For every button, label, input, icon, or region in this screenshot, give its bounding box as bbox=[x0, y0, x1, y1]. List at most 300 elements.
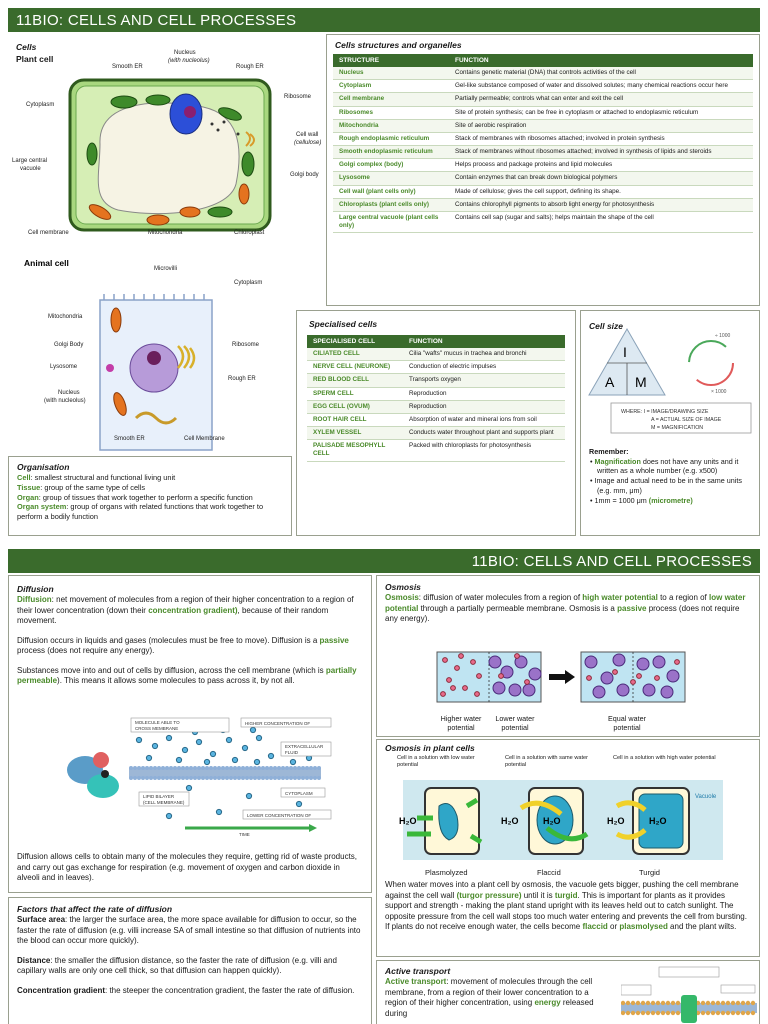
organisation-list bbox=[9, 473, 291, 522]
lipid-head bbox=[165, 766, 169, 770]
specialised-cell-name: EGG CELL (OVUM) bbox=[307, 400, 403, 413]
lipid-head bbox=[297, 766, 301, 770]
lipid-head bbox=[165, 776, 169, 780]
label-a-mito: Mitochondria bbox=[48, 314, 83, 320]
page-banner-bottom bbox=[8, 549, 760, 573]
lipid-head bbox=[177, 766, 181, 770]
diffusion-para-4: Diffusion allows cells to obtain many of the molecules they require, getting rid of waste products, and carry out gas exchange for respiration (e.g. movement of oxygen and carbon dioxide in alveoli and in leaves). bbox=[17, 852, 358, 883]
lipid-head bbox=[213, 766, 217, 770]
lipid-head bbox=[305, 776, 309, 780]
lipid-head bbox=[736, 1011, 740, 1015]
specialised-row bbox=[307, 348, 565, 361]
lipid-head bbox=[137, 766, 141, 770]
lipid-head bbox=[293, 766, 297, 770]
lipid-head bbox=[145, 776, 149, 780]
molecule bbox=[186, 785, 191, 790]
organelle-name: Smooth endoplasmic reticulum bbox=[333, 146, 449, 159]
molecule bbox=[256, 735, 261, 740]
molecule bbox=[242, 745, 247, 750]
lipid-head bbox=[676, 1001, 680, 1005]
state-turgid: Turgid bbox=[639, 868, 660, 877]
water-molecule bbox=[455, 666, 460, 671]
label-microvilli: Microvilli bbox=[154, 266, 177, 272]
col-high-wp: Cell in a solution with high water potential bbox=[613, 755, 716, 761]
lipid-head bbox=[257, 776, 261, 780]
osmosis-plant-text: When water moves into a plant cell by osmosis, the vacuole gets bigger, pushing the cell membrane against the cell wall (turgor pressure) until it is turgid. This is important for plants as it provides support and strength - making the plant stand upright with its leaves held out to catch sunlight. The opposite pressure from the cell wall stops too much water entering and prevents the cell from bursting. If plants do not receive enough water, the cells become flaccid or plasmolysed and the plant wilts. bbox=[385, 880, 747, 932]
lipid-head bbox=[169, 776, 173, 780]
organelle-name: Cell wall (plant cells only) bbox=[333, 185, 449, 198]
col-same-wp: Cell in a solution with same water potential bbox=[505, 755, 589, 768]
organelle-function: Stack of membranes without ribosomes attached; involved in synthesis of lipids and steroids bbox=[449, 146, 753, 159]
lipid-head bbox=[716, 1001, 720, 1005]
organelle-name: Ribosomes bbox=[333, 106, 449, 119]
lipid-head bbox=[221, 776, 225, 780]
vacuole-label: Vacuole bbox=[695, 794, 717, 800]
lipid-head bbox=[245, 766, 249, 770]
lipid-head bbox=[277, 776, 281, 780]
lipid-head bbox=[185, 766, 189, 770]
specialised-row bbox=[307, 387, 565, 400]
solute-molecule bbox=[509, 684, 521, 696]
active-transport-figure bbox=[621, 965, 757, 1024]
lipid-head bbox=[701, 1011, 705, 1015]
solute-molecule bbox=[667, 670, 679, 682]
animal-cell-title: Animal cell bbox=[24, 258, 69, 268]
h2o-2: H₂O bbox=[501, 816, 519, 826]
state-plasmolyzed: Plasmolyzed bbox=[425, 868, 468, 877]
lipid-head bbox=[289, 776, 293, 780]
diffusion-figure bbox=[9, 716, 371, 838]
water-molecule bbox=[631, 680, 636, 685]
organisation-title: Organisation bbox=[17, 462, 70, 472]
where-line-3: M = MAGNIFICATION bbox=[651, 425, 704, 431]
specialised-cell-name: RED BLOOD CELL bbox=[307, 374, 403, 387]
label-vacuole: Large central bbox=[12, 158, 48, 164]
lipid-head bbox=[189, 766, 193, 770]
fig-cytoplasm: CYTOPLASM bbox=[285, 791, 313, 796]
solute-molecule bbox=[661, 686, 673, 698]
organelle-name: Cell membrane bbox=[333, 93, 449, 106]
molecule bbox=[290, 759, 295, 764]
lipid-head bbox=[621, 1011, 625, 1015]
lipid-head bbox=[137, 776, 141, 780]
lipid-head bbox=[636, 1001, 640, 1005]
lipid-head bbox=[177, 776, 181, 780]
specialised-row bbox=[307, 400, 565, 413]
lipid-head bbox=[666, 1001, 670, 1005]
specialised-title: Specialised cells bbox=[309, 319, 378, 329]
lipid-head bbox=[169, 766, 173, 770]
cell-size-figure bbox=[581, 325, 759, 435]
lipid-head bbox=[181, 776, 185, 780]
molecule bbox=[182, 747, 187, 752]
lipid-head bbox=[666, 1011, 670, 1015]
lipid-head bbox=[726, 1011, 730, 1015]
fig-extra: EXTRACELLULAR bbox=[285, 744, 324, 749]
state-flaccid: Flaccid bbox=[537, 868, 561, 877]
organisation-panel bbox=[8, 456, 292, 536]
organelle-row bbox=[333, 146, 753, 159]
lipid-head bbox=[237, 766, 241, 770]
lipid-head bbox=[241, 776, 245, 780]
specialised-cell-function: Cilia "wafts" mucus in trachea and bronchi bbox=[403, 348, 565, 361]
organelle-function: Contains genetic material (DNA) that controls activities of the cell bbox=[449, 67, 753, 80]
lipid-head bbox=[133, 766, 137, 770]
lipid-head bbox=[289, 766, 293, 770]
lipid-head bbox=[161, 776, 165, 780]
active-title: Active transport bbox=[385, 966, 451, 976]
where-line-1: WHERE: I = IMAGE/DRAWING SIZE bbox=[621, 409, 709, 415]
molecule bbox=[268, 753, 273, 758]
lipid-head bbox=[293, 776, 297, 780]
water-molecule bbox=[443, 658, 448, 663]
solute-molecule bbox=[585, 656, 597, 668]
lipid-head bbox=[706, 1011, 710, 1015]
organelle-row bbox=[333, 106, 753, 119]
col-function: FUNCTION bbox=[449, 54, 753, 67]
lipid-head bbox=[731, 1011, 735, 1015]
organelle-name: Lysosome bbox=[333, 172, 449, 185]
lipid-head bbox=[626, 1001, 630, 1005]
label-cell-wall-sub: (cellulose) bbox=[294, 140, 322, 146]
fig-lipid: LIPID BILAYER bbox=[143, 794, 175, 799]
tri-left: A bbox=[605, 374, 615, 390]
membrane-band bbox=[129, 766, 321, 780]
solute-molecule bbox=[601, 672, 613, 684]
organisation-item: Cell: smallest structural and functional living unit bbox=[17, 473, 176, 482]
lipid-head bbox=[241, 766, 245, 770]
lipid-head bbox=[245, 776, 249, 780]
solute-molecule bbox=[617, 684, 629, 696]
lipid-head bbox=[726, 1001, 730, 1005]
specialised-cell-function: Reproduction bbox=[403, 400, 565, 413]
molecule bbox=[250, 727, 255, 732]
label-golgi: Golgi body bbox=[290, 172, 319, 178]
where-line-2: A = ACTUAL SIZE OF IMAGE bbox=[651, 417, 722, 423]
water-molecule bbox=[499, 674, 504, 679]
plant-cells-figure bbox=[377, 776, 759, 866]
organelle-function: Site of aerobic respiration bbox=[449, 119, 753, 132]
specialised-cell-function: Packed with chloroplasts for photosynthesis bbox=[403, 440, 565, 461]
lipid-head bbox=[751, 1011, 755, 1015]
col-low-wp: Cell in a solution with low water potential bbox=[397, 755, 475, 768]
remember-item-1: • Magnification does not have any units and it written as a whole number (e.g. x500) bbox=[590, 456, 739, 476]
molecule bbox=[166, 735, 171, 740]
organelle-function: Made of cellulose; gives the cell support, defining its shape. bbox=[449, 185, 753, 198]
organelle-name: Rough endoplasmic reticulum bbox=[333, 132, 449, 145]
molecule bbox=[176, 757, 181, 762]
molecule bbox=[152, 743, 157, 748]
label-equal-wp: Equal water potential bbox=[608, 714, 646, 732]
lipid-head bbox=[661, 1011, 665, 1015]
organelle-function: Stack of membranes with ribosomes attached; involved in protein synthesis bbox=[449, 132, 753, 145]
organelle-row bbox=[333, 198, 753, 211]
h2o-1: H₂O bbox=[399, 816, 417, 826]
lipid-head bbox=[285, 776, 289, 780]
organisation-item: Tissue: group of the same type of cells bbox=[17, 482, 146, 492]
lipid-head bbox=[671, 1011, 675, 1015]
lipid-head bbox=[265, 766, 269, 770]
molecule bbox=[232, 757, 237, 762]
organelle-row bbox=[333, 159, 753, 172]
molecule bbox=[296, 801, 301, 806]
fig-molecule-2: CROSS MEMBRANE bbox=[135, 726, 179, 731]
lipid-head bbox=[741, 1011, 745, 1015]
solute-molecule bbox=[613, 654, 625, 666]
organelle-row bbox=[333, 119, 753, 132]
lipid-head bbox=[209, 766, 213, 770]
lipid-head bbox=[213, 776, 217, 780]
col-specialised-cell: SPECIALISED CELL bbox=[307, 335, 403, 348]
lipid-head bbox=[209, 776, 213, 780]
h2o-4: H₂O bbox=[607, 816, 625, 826]
lipid-head bbox=[661, 1001, 665, 1005]
lipid-head bbox=[626, 1011, 630, 1015]
lipid-head bbox=[281, 766, 285, 770]
organelle-row bbox=[333, 67, 753, 80]
lipid-head bbox=[261, 776, 265, 780]
animal-cell-drawing bbox=[100, 294, 212, 450]
lipid-head bbox=[676, 1011, 680, 1015]
lipid-head bbox=[233, 776, 237, 780]
organelle-function: Helps process and package proteins and lipid molecules bbox=[449, 159, 753, 172]
lipid-head bbox=[313, 766, 317, 770]
organelle-function: Contains chlorophyll pigments to absorb light energy for photosynthesis bbox=[449, 198, 753, 211]
organelle-function: Gel-like substance composed of water and dissolved solutes; many chemical reactions occur here bbox=[449, 80, 753, 93]
lipid-head bbox=[233, 766, 237, 770]
specialised-cell-function: Conduction of electric impulses bbox=[403, 361, 565, 374]
specialised-table bbox=[307, 335, 565, 462]
diffusion-panel bbox=[8, 575, 372, 893]
lipid-head bbox=[229, 766, 233, 770]
label-a-golgi: Golgi Body bbox=[54, 342, 84, 348]
factor-item: Surface area: the larger the surface area, the more space available for diffusion to occur, so the faster the rate of diffusion (e.g. villi increase SA of small intestine so that diffusion of nutrients into the blood can occur more quickly). bbox=[17, 915, 361, 946]
solute-molecule bbox=[593, 686, 605, 698]
label-a-lysosome: Lysosome bbox=[50, 364, 78, 370]
lipid-head bbox=[301, 776, 305, 780]
molecule bbox=[166, 813, 171, 818]
lipid-head bbox=[656, 1011, 660, 1015]
solute-molecule bbox=[653, 656, 665, 668]
lipid-head bbox=[253, 766, 257, 770]
osmosis-panel bbox=[376, 575, 760, 737]
water-molecule bbox=[471, 660, 476, 665]
label-chloroplast: Chloroplast bbox=[234, 230, 265, 236]
lipid-head bbox=[651, 1011, 655, 1015]
organelle-row bbox=[333, 172, 753, 185]
specialised-row bbox=[307, 374, 565, 387]
label-a-nucleus-sub: (with nucleolus) bbox=[44, 398, 86, 404]
lipid-head bbox=[217, 766, 221, 770]
organelle-function: Partially permeable; controls what can enter and exit the cell bbox=[449, 93, 753, 106]
specialised-cell-name: XYLEM VESSEL bbox=[307, 427, 403, 440]
specialised-cell-name: PALISADE MESOPHYLL CELL bbox=[307, 440, 403, 461]
molecule bbox=[136, 737, 141, 742]
specialised-cell-function: Conducts water throughout plant and supports plant bbox=[403, 427, 565, 440]
banner-title-2: 11BIO: CELLS AND CELL PROCESSES bbox=[471, 552, 752, 570]
lipid-head bbox=[711, 1001, 715, 1005]
molecule bbox=[204, 759, 209, 764]
label-nucleus-sub: (with nucleolus) bbox=[168, 58, 210, 64]
page-banner-top bbox=[8, 8, 760, 32]
lipid-head bbox=[173, 776, 177, 780]
lipid-head bbox=[746, 1001, 750, 1005]
osmosis-plant-panel bbox=[376, 739, 760, 957]
lipid-head bbox=[181, 766, 185, 770]
lipid-head bbox=[185, 776, 189, 780]
lipid-head bbox=[217, 776, 221, 780]
lipid-head bbox=[141, 776, 145, 780]
lipid-head bbox=[309, 766, 313, 770]
label-a-smooth-er: Smooth ER bbox=[114, 436, 145, 442]
lipid-head bbox=[721, 1001, 725, 1005]
label-rough-er: Rough ER bbox=[236, 64, 264, 70]
lipid-head bbox=[249, 766, 253, 770]
lipid-head bbox=[197, 776, 201, 780]
organelle-row bbox=[333, 93, 753, 106]
lipid-head bbox=[641, 1001, 645, 1005]
specialised-row bbox=[307, 361, 565, 374]
solute-molecule bbox=[489, 656, 501, 668]
diffusion-para-1: Diffusion: net movement of molecules from a region of their higher concentration to a region of their lower concentration (down their concentration gradient), because of their random movement. bbox=[17, 595, 354, 626]
factor-item: Concentration gradient: the steeper the concentration gradient, the faster the rate of diffusion. bbox=[17, 985, 355, 995]
factors-title: Factors that affect the rate of diffusion bbox=[17, 904, 173, 914]
osmosis-text: Osmosis: diffusion of water molecules from a region of high water potential to a region of low water potential through a partially permeable membrane. Osmosis is a passive process (does not require any energy). bbox=[385, 593, 746, 624]
water-molecule bbox=[441, 692, 446, 697]
solute-molecule bbox=[529, 668, 541, 680]
molecule bbox=[226, 737, 231, 742]
lipid-head bbox=[149, 766, 153, 770]
lipid-head bbox=[249, 776, 253, 780]
water-molecule bbox=[459, 654, 464, 659]
solute-molecule bbox=[637, 658, 649, 670]
fig-lower: LOWER CONCENTRATION OF bbox=[247, 813, 312, 818]
osmosis-arrow bbox=[549, 670, 575, 684]
lipid-head bbox=[197, 766, 201, 770]
lipid-head bbox=[621, 1001, 625, 1005]
lipid-head bbox=[261, 766, 265, 770]
molecule bbox=[210, 751, 215, 756]
lipid-head bbox=[193, 766, 197, 770]
lipid-head bbox=[225, 776, 229, 780]
label-cell-wall: Cell wall bbox=[296, 132, 319, 138]
water-molecule bbox=[447, 678, 452, 683]
molecule bbox=[146, 755, 151, 760]
fig-extra-2: FLUID bbox=[285, 750, 299, 755]
solute-molecule bbox=[643, 684, 655, 696]
specialised-cell-function: Reproduction bbox=[403, 387, 565, 400]
lipid-head bbox=[157, 766, 161, 770]
lipid-head bbox=[721, 1011, 725, 1015]
lipid-head bbox=[201, 766, 205, 770]
lipid-head bbox=[133, 776, 137, 780]
lipid-head bbox=[205, 776, 209, 780]
lipid-head bbox=[193, 776, 197, 780]
organelles-panel bbox=[326, 34, 760, 306]
plant-cell-drawing bbox=[70, 80, 270, 230]
lipid-head bbox=[301, 766, 305, 770]
col-structure: STRUCTURE bbox=[333, 54, 449, 67]
lipid-head bbox=[305, 766, 309, 770]
lipid-head bbox=[269, 776, 273, 780]
lipid-head bbox=[237, 776, 241, 780]
lipid-head bbox=[651, 1001, 655, 1005]
specialised-panel bbox=[296, 310, 576, 536]
lipid-head bbox=[317, 766, 321, 770]
lipid-head bbox=[277, 766, 281, 770]
diffusion-para-2: Diffusion occurs in liquids and gases (molecules must be free to move). Diffusion is a passive process (does not require any energy). bbox=[17, 635, 349, 656]
label-nucleus: Nucleus bbox=[174, 50, 196, 56]
solute-molecule bbox=[493, 682, 505, 694]
lipid-head bbox=[701, 1001, 705, 1005]
lipid-head bbox=[229, 776, 233, 780]
organelle-row bbox=[333, 211, 753, 232]
specialised-cell-name: SPERM CELL bbox=[307, 387, 403, 400]
lipid-head bbox=[141, 766, 145, 770]
lipid-head bbox=[741, 1001, 745, 1005]
remember-item-2: • Image and actual need to be in the same units (e.g. mm, μm) bbox=[590, 476, 742, 495]
lipid-head bbox=[751, 1001, 755, 1005]
specialised-row bbox=[307, 413, 565, 426]
label-higher-wp: Higher water potential bbox=[440, 714, 482, 732]
label-vacuole-sub: vacuole bbox=[20, 166, 41, 172]
label-mitochondria: Mitochondria bbox=[148, 230, 183, 236]
lipid-head bbox=[711, 1011, 715, 1015]
specialised-cell-function: Transports oxygen bbox=[403, 374, 565, 387]
lipid-head bbox=[646, 1001, 650, 1005]
cell-size-panel bbox=[580, 310, 760, 536]
specialised-row bbox=[307, 440, 565, 461]
water-molecule bbox=[515, 654, 520, 659]
lipid-head bbox=[149, 776, 153, 780]
water-molecule bbox=[613, 670, 618, 675]
lipid-head bbox=[285, 766, 289, 770]
lipid-head bbox=[631, 1011, 635, 1015]
h2o-5: H₂O bbox=[649, 816, 667, 826]
molecule bbox=[216, 809, 221, 814]
banner-title: 11BIO: CELLS AND CELL PROCESSES bbox=[16, 11, 297, 29]
water-molecule bbox=[475, 692, 480, 697]
cell-illustrations bbox=[8, 34, 322, 454]
lipid-head bbox=[189, 776, 193, 780]
factors-panel bbox=[8, 897, 372, 1024]
organelle-name: Chloroplasts (plant cells only) bbox=[333, 198, 449, 211]
cells-heading: Cells bbox=[16, 42, 37, 52]
water-molecule bbox=[451, 686, 456, 691]
fig-higher: HIGHER CONCENTRATION OF bbox=[245, 721, 311, 726]
organelle-row bbox=[333, 132, 753, 145]
lipid-head bbox=[716, 1011, 720, 1015]
water-molecule bbox=[525, 680, 530, 685]
remember-block bbox=[589, 447, 755, 505]
label-lower-wp: Lower water potential bbox=[495, 714, 535, 732]
factors-list bbox=[9, 915, 371, 996]
organisation-item: Organ system: group of organs with related functions that work together to perform a bodily function bbox=[17, 502, 264, 522]
solute-molecule bbox=[523, 684, 535, 696]
water-molecule bbox=[655, 676, 660, 681]
label-membrane: Cell membrane bbox=[28, 230, 69, 236]
osmosis-plant-title: Osmosis in plant cells bbox=[385, 743, 475, 753]
cells-diagram-panel bbox=[8, 34, 322, 454]
lipid-head bbox=[656, 1001, 660, 1005]
label-a-ribosome: Ribosome bbox=[232, 342, 260, 348]
lipid-head bbox=[273, 776, 277, 780]
label-ribosome: Ribosome bbox=[284, 94, 312, 100]
lipid-head bbox=[313, 776, 317, 780]
specialised-row bbox=[307, 427, 565, 440]
organisation-item: Organ: group of tissues that work together to perform a specific function bbox=[17, 492, 253, 502]
lipid-head bbox=[273, 766, 277, 770]
